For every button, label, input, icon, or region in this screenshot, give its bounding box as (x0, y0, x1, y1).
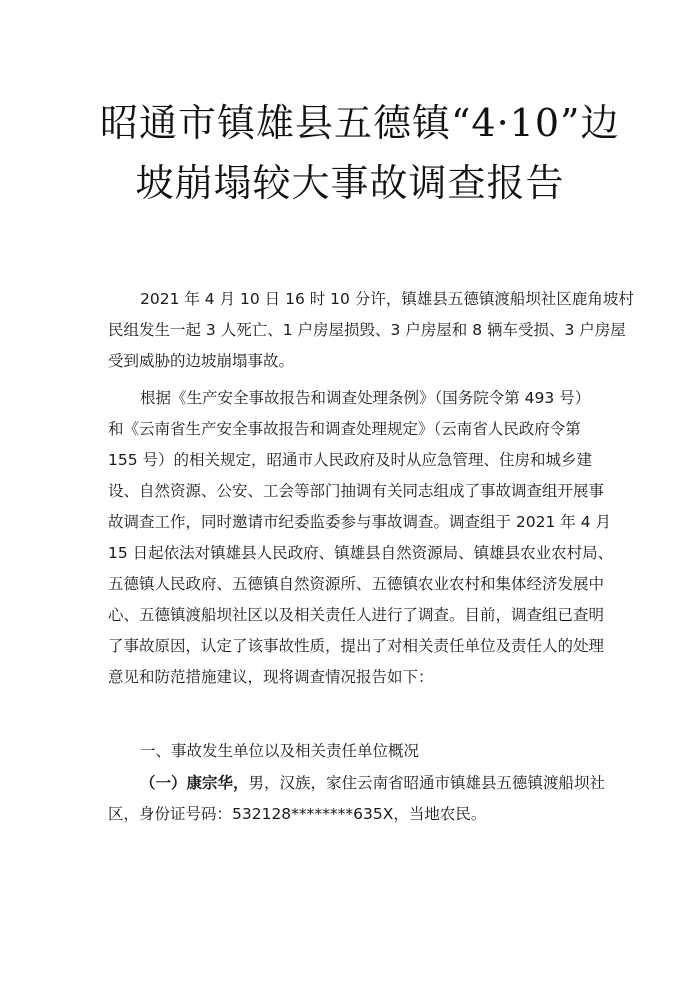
paragraph-line: 和《云南省生产安全事故报告和调查处理规定》（云南省人民政府令第 (108, 420, 581, 438)
paragraph-line: 五德镇人民政府、五德镇自然资源所、五德镇农业农村和集体经济发展中 (108, 575, 605, 593)
paragraph-line: 根据《生产安全事故报告和调查处理条例》（国务院令第 493 号） (140, 389, 591, 407)
section-heading-1 (108, 736, 598, 767)
item-1-line-1 (108, 768, 606, 799)
paragraph-line: 设、自然资源、公安、工会等部门抽调有关同志组成了事故调查组开展事 (108, 482, 605, 500)
paragraph-incident-summary (108, 284, 634, 377)
paragraph-investigation-basis (108, 383, 614, 693)
item-1-label: （一）康宗华， (140, 774, 249, 792)
item-1-line-2: 区，身份证号码：532128********635X，当地农民。 (108, 805, 487, 823)
report-title-line-2: 坡崩塌较大事故调查报告 (135, 161, 565, 205)
paragraph-line: 2021 年 4 月 10 日 16 时 10 分许，镇雄县五德镇渡船坝社区鹿角坡村 (140, 290, 634, 308)
report-title-line-1: 昭通市镇雄县五德镇“4·10”边 (100, 101, 620, 145)
paragraph-line: 民组发生一起 3 人死亡、1 户房屋损毁、3 户房屋和 8 辆车受损、3 户房屋 (108, 321, 626, 339)
paragraph-line: 意见和防范措施建议，现将调查情况报告如下： (108, 668, 434, 686)
item-1-paragraph (108, 768, 606, 830)
paragraph-line: 了事故原因，认定了该事故性质，提出了对相关责任单位及责任人的处理 (108, 637, 605, 655)
section-heading-text: 一、事故发生单位以及相关责任单位概况 (140, 742, 420, 760)
paragraph-line: 故调查工作，同时邀请市纪委监委参与事故调查。调查组于 2021 年 4 月 (108, 513, 612, 531)
paragraph-line: 心、五德镇渡船坝社区以及相关责任人进行了调查。目前，调查组已查明 (108, 606, 605, 624)
paragraph-line: 155 号）的相关规定，昭通市人民政府及时从应急管理、住房和城乡建 (108, 451, 593, 469)
item-1-text: 男，汉族，家住云南省昭通市镇雄县五德镇渡船坝社 (248, 774, 606, 792)
paragraph-line: 15 日起依法对镇雄县人民政府、镇雄县自然资源局、镇雄县农业农村局、 (108, 544, 614, 562)
paragraph-line: 受到威胁的边坡崩塌事故。 (108, 352, 295, 370)
